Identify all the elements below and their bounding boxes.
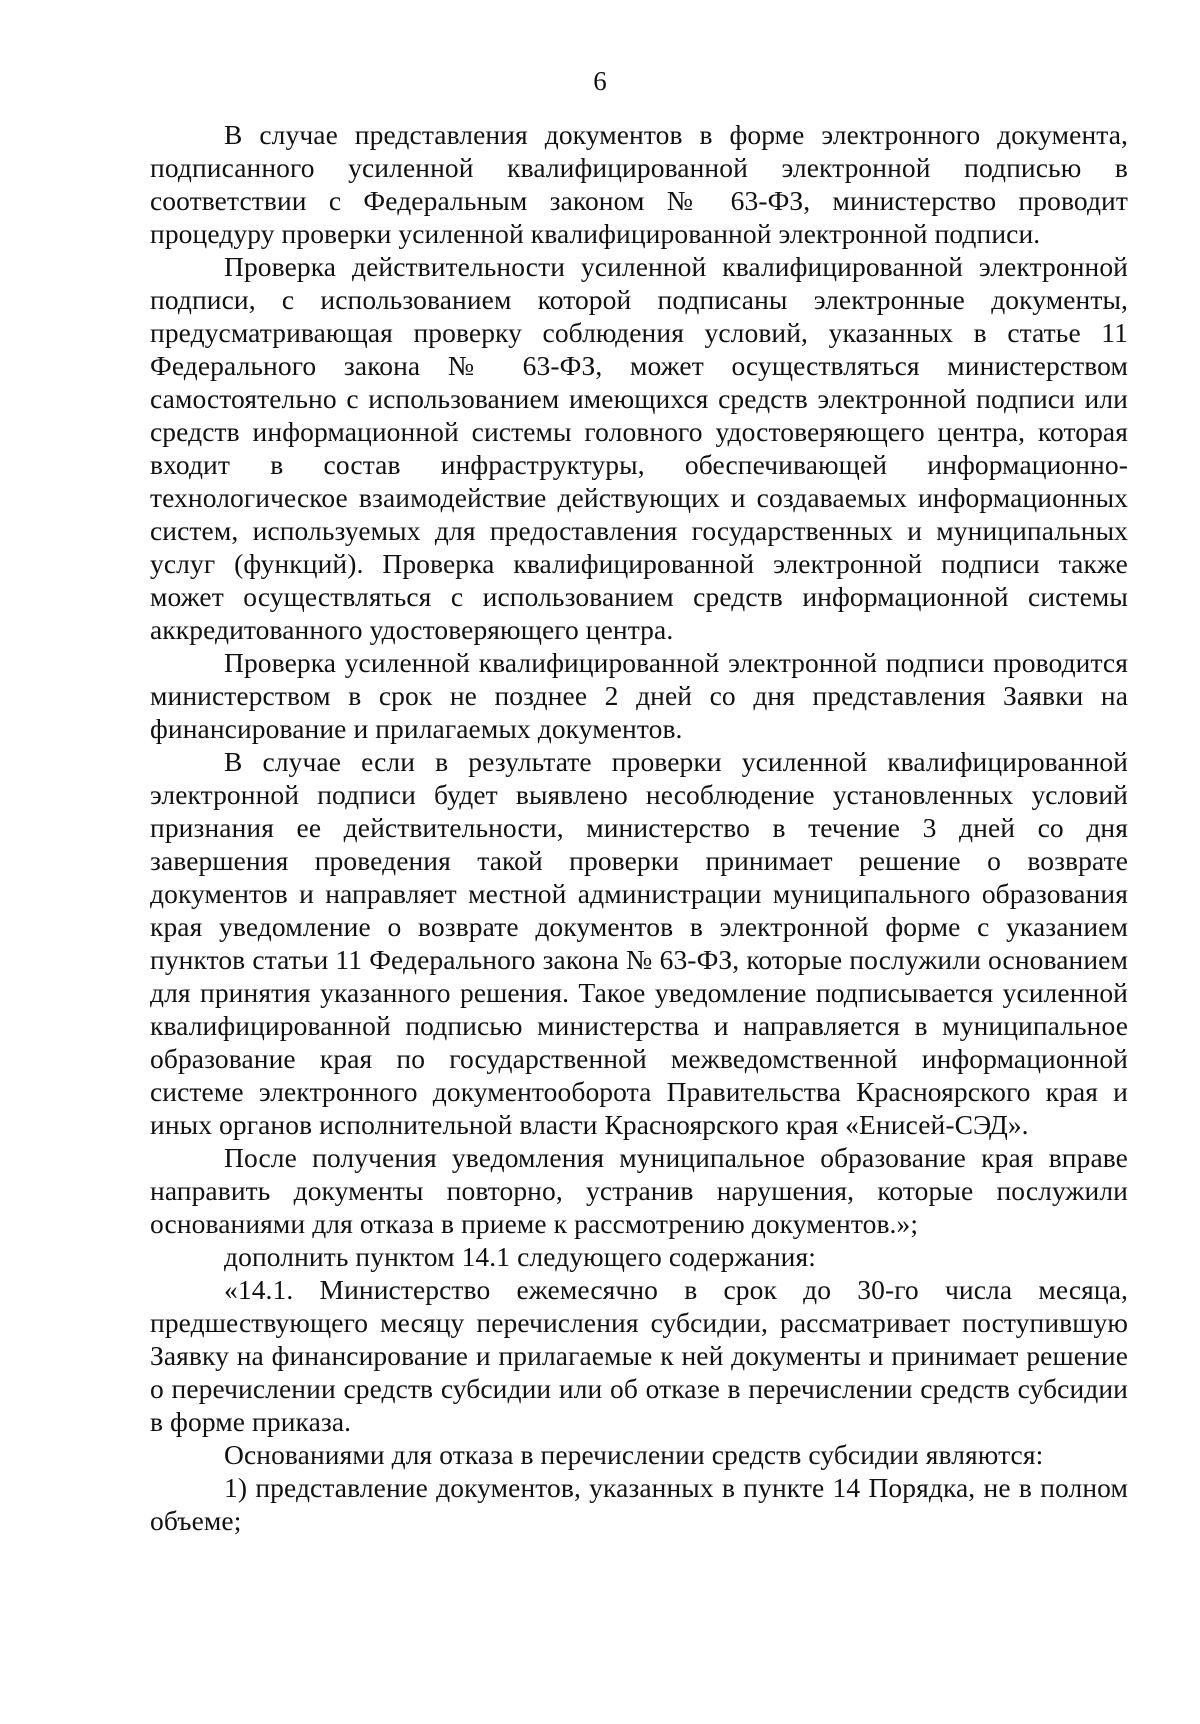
paragraph-electronic-document-check: В случае представления документов в форме электронного документа, подписанного усиленной квалифицированной электронной подписью в соответствии с Федеральным законом № 63-ФЗ, министерство проводит процедуру проверки усиленной квалифицированной электронной подписи.	[150, 119, 1128, 249]
document-body	[150, 118, 1128, 1537]
page-number: 6	[593, 66, 607, 96]
paragraph-resubmission: После получения уведомления муниципальное образование края вправе направить документы повторно, устранив нарушения, которые послужили основаниями для отказа в приеме к рассмотрению документов.»;	[150, 1142, 1128, 1239]
paragraph-refusal-ground-1: 1) представление документов, указанных в пункте 14 Порядка, не в полном объеме;	[150, 1472, 1128, 1536]
paragraph-return-of-documents: В случае если в результате проверки усиленной квалифицированной электронной подписи будет выявлено несоблюдение установленных условий признания ее действительности, министерство в течение 3 дней со дня завершения проведения такой проверки принимает решение о возврате документов и направляет местной администрации муниципального образования края уведомление о возврате документов в электронной форме с указанием пунктов статьи 11 Федерального закона № 63-ФЗ, которые послужили основанием для принятия указанного решения. Такое уведомление подписывается усиленной квалифицированной подписью министерства и направляется в муниципальное образование края по государственной межведомственной информационной системе электронного документооборота Правительства Красноярского края и иных органов исполнительной власти Красноярского края «Енисей-СЭД».	[150, 746, 1128, 1140]
paragraph-signature-validity-check: Проверка действительности усиленной квалифицированной электронной подписи, с использованием которой подписаны электронные документы, предусматривающая проверку соблюдения условий, указанных в статье 11 Федерального закона № 63-ФЗ, может осуществляться министерством самостоятельно с использованием имеющихся средств электронной подписи или средств информационной системы головного удостоверяющего центра, которая входит в состав инфраструктуры, обеспечивающей информационно-технологическое взаимодействие действующих и создаваемых информационных систем, используемых для предоставления государственных и муниципальных услуг (функций). Проверка квалифицированной электронной подписи также может осуществляться с использованием средств информационной системы аккредитованного удостоверяющего центра.	[150, 251, 1128, 645]
paragraph-clause-14-1: «14.1. Министерство ежемесячно в срок до 30-го числа месяца, предшествующего месяцу перечисления субсидии, рассматривает поступившую Заявку на финансирование и прилагаемые к ней документы и принимает решение о перечислении средств субсидии или об отказе в перечислении средств субсидии в форме приказа.	[150, 1274, 1128, 1437]
paragraph-check-deadline: Проверка усиленной квалифицированной электронной подписи проводится министерством в срок не позднее 2 дней со дня представления Заявки на финансирование и прилагаемых документов.	[150, 647, 1128, 744]
paragraph-amendment-intro: дополнить пунктом 14.1 следующего содержания:	[224, 1241, 816, 1272]
paragraph-refusal-grounds: Основаниями для отказа в перечислении средств субсидии являются:	[224, 1439, 1044, 1470]
